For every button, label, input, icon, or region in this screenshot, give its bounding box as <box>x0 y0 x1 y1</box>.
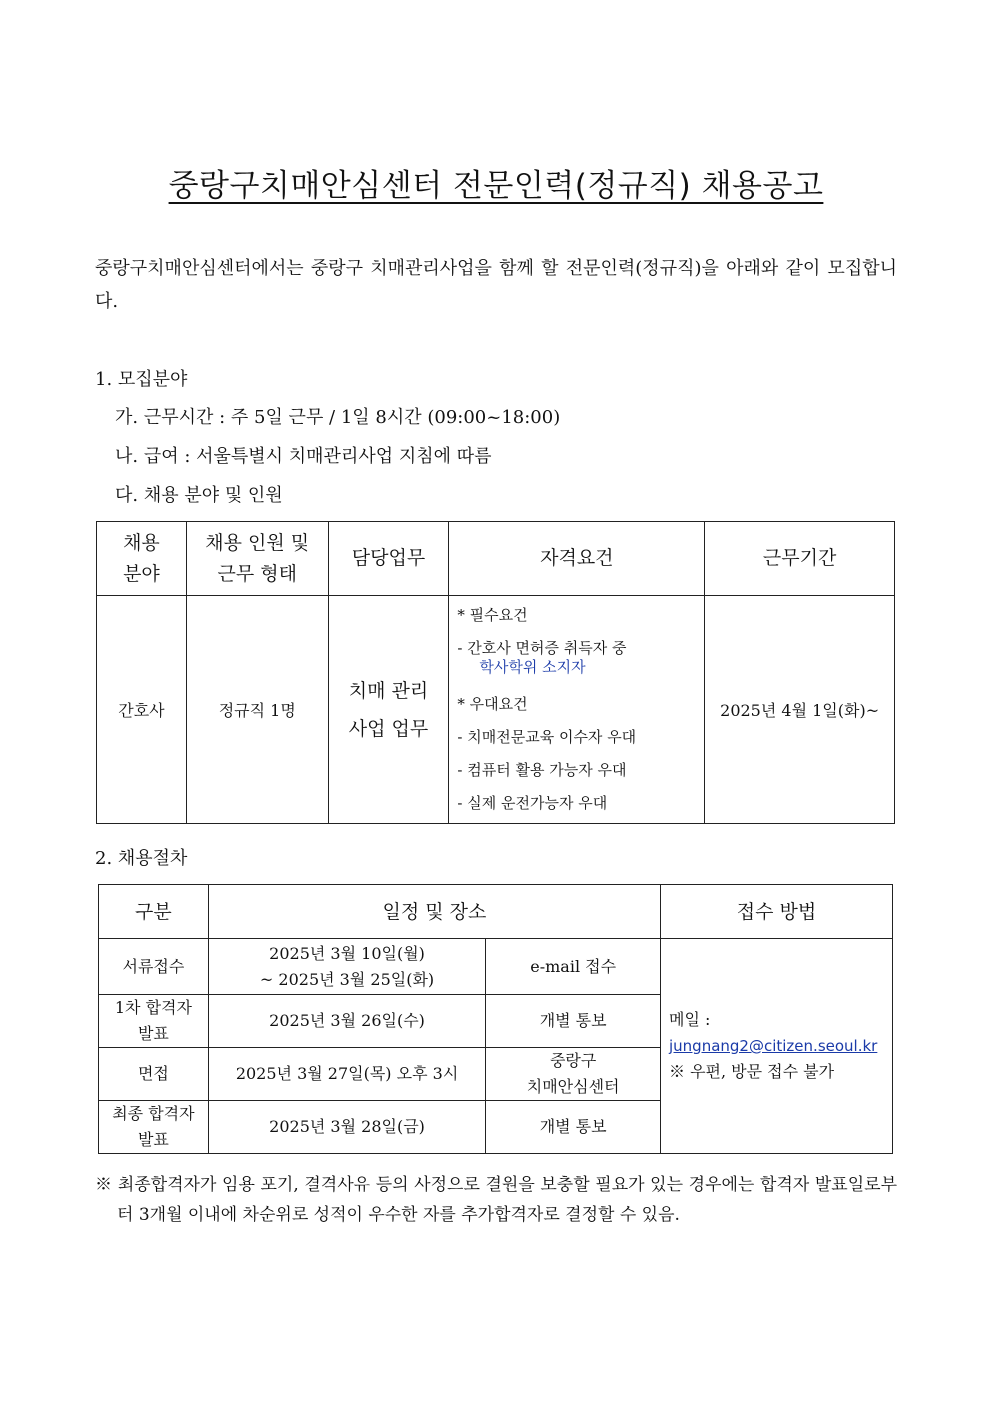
header-schedule: 일정 및 장소 <box>208 885 660 939</box>
preferred-item: - 실제 운전가능자 우대 <box>457 794 608 812</box>
date-cell: 2025년 3월 26일(수) <box>208 995 486 1048</box>
date-cell: 2025년 3월 10일(월) ~ 2025년 3월 25일(화) <box>208 939 486 995</box>
method-label: 메일 : <box>669 1010 711 1029</box>
table-header-row <box>99 885 893 939</box>
requirements-cell <box>449 596 705 824</box>
count-cell: 정규직 1명 <box>186 596 328 824</box>
header-duty: 담당업무 <box>328 522 449 596</box>
section2-heading: 2. 채용절차 <box>95 848 188 869</box>
place-cell: 중랑구 치매안심센터 <box>486 1048 661 1101</box>
method-cell <box>661 939 893 1154</box>
header-requirements: 자격요건 <box>449 522 705 596</box>
place-cell: 개별 통보 <box>486 1101 661 1154</box>
section1-heading: 1. 모집분야 <box>95 369 188 390</box>
stage-cell: 면접 <box>99 1048 209 1101</box>
table-row <box>99 939 893 995</box>
intro-paragraph: 중랑구치매안심센터에서는 중랑구 치매관리사업을 함께 할 전문인력(정규직)을 아래와 같이 모집합니다. <box>95 258 897 312</box>
recruitment-table <box>96 521 895 824</box>
page-title: 중랑구치매안심센터 전문인력(정규직) 채용공고 <box>168 168 824 204</box>
table-header-row <box>97 522 895 596</box>
salary-item: 나. 급여 : 서울특별시 치매관리사업 지침에 따름 <box>115 446 492 467</box>
header-period: 근무기간 <box>705 522 895 596</box>
period-cell: 2025년 4월 1일(화)~ <box>705 596 895 824</box>
place-cell: e-mail 접수 <box>486 939 661 995</box>
duty-cell: 치매 관리 사업 업무 <box>328 596 449 824</box>
date-cell: 2025년 3월 27일(목) 오후 3시 <box>208 1048 486 1101</box>
stage-cell: 최종 합격자 발표 <box>99 1101 209 1154</box>
header-count: 채용 인원 및 근무 형태 <box>186 522 328 596</box>
header-field: 채용 분야 <box>97 522 187 596</box>
preferred-item: - 치매전문교육 이수자 우대 <box>457 728 637 746</box>
email-link[interactable]: jungnang2@citizen.seoul.kr <box>669 1037 878 1055</box>
procedure-table <box>98 884 893 1154</box>
stage-cell: 1차 합격자 발표 <box>99 995 209 1048</box>
work-hours-item: 가. 근무시간 : 주 5일 근무 / 1일 8시간 (09:00~18:00) <box>115 407 561 428</box>
method-note: ※ 우편, 방문 접수 불가 <box>669 1062 835 1081</box>
preferred-title: * 우대요건 <box>457 695 528 713</box>
required-item-cont: 학사학위 소지자 <box>479 658 586 676</box>
positions-item: 다. 채용 분야 및 인원 <box>115 485 283 506</box>
preferred-item: - 컴퓨터 활용 가능자 우대 <box>457 761 627 779</box>
table-row <box>97 596 895 824</box>
required-title: * 필수요건 <box>457 606 528 624</box>
date-cell: 2025년 3월 28일(금) <box>208 1101 486 1154</box>
header-stage: 구분 <box>99 885 209 939</box>
place-cell: 개별 통보 <box>486 995 661 1048</box>
field-cell: 간호사 <box>97 596 187 824</box>
stage-cell: 서류접수 <box>99 939 209 995</box>
required-item: - 간호사 면허증 취득자 중 <box>457 639 627 657</box>
header-method: 접수 방법 <box>661 885 893 939</box>
footnote: ※ 최종합격자가 임용 포기, 결격사유 등의 사정으로 결원을 보충할 필요가 있는 경우에는 합격자 발표일로부터 3개월 이내에 차순위로 성적이 우수한 자를 추가합격자로 결정할 수 있음. <box>95 1175 897 1225</box>
